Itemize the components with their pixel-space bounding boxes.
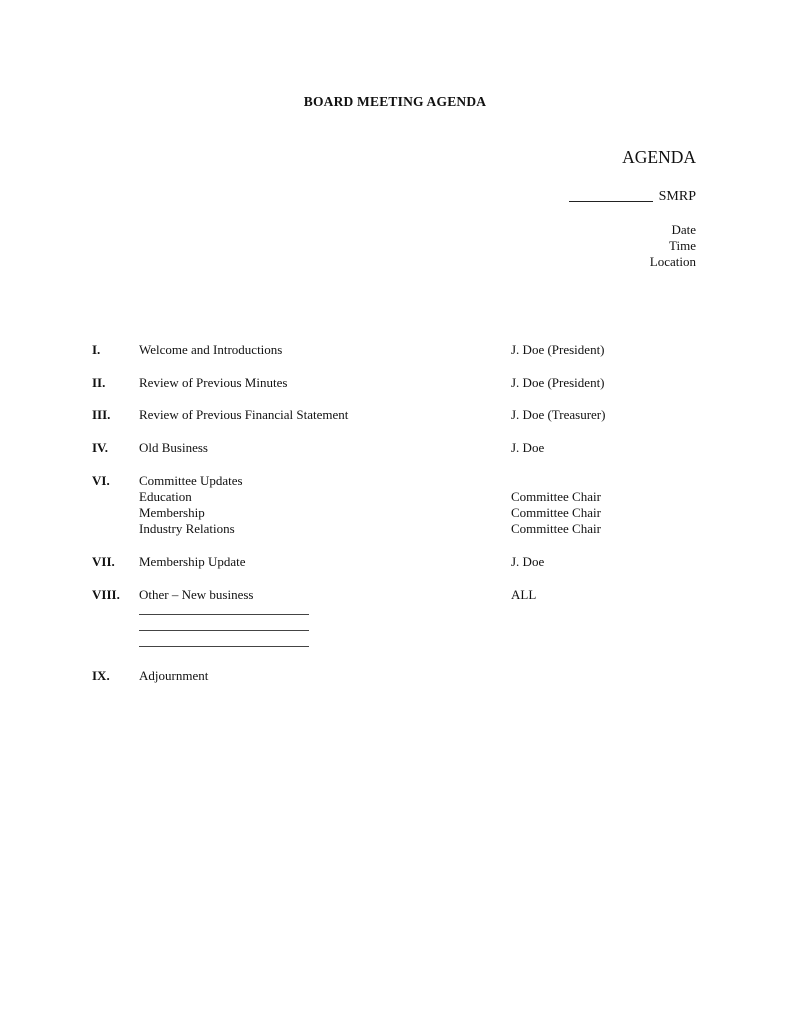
agenda-item [92, 440, 652, 456]
meeting-details [569, 222, 696, 270]
item-topic: Review of Previous Minutes [139, 374, 288, 390]
item-topic: Membership Update [139, 554, 246, 570]
item-owner: J. Doe (President) [511, 342, 605, 357]
item-numeral: VI. [92, 472, 110, 488]
item-owner [511, 473, 652, 489]
blank-write-in-line [139, 635, 652, 651]
blank-write-in-line [139, 603, 652, 619]
item-topic: Old Business [139, 440, 208, 456]
organization-line [569, 188, 696, 206]
document-title: BOARD MEETING AGENDA [303, 94, 487, 109]
item-topic: Adjournment [139, 668, 209, 684]
item-topic: Committee Updates [139, 472, 243, 488]
agenda-header-block [569, 146, 696, 270]
sub-item-topic: Education [139, 489, 192, 504]
sub-item-topic: Membership [139, 505, 205, 521]
item-topic: Other – New business [139, 586, 254, 602]
item-owner: J. Doe (President) [511, 374, 605, 390]
item-numeral: VIII. [92, 586, 120, 602]
item-numeral: IX. [92, 668, 110, 684]
agenda-item [92, 587, 652, 652]
organization-blank-line [569, 189, 653, 202]
sub-item [139, 489, 652, 505]
agenda-item [92, 668, 652, 684]
agenda-heading: AGENDA [622, 147, 696, 167]
sub-item [139, 521, 652, 537]
item-owner: ALL [511, 586, 537, 602]
agenda-item [92, 342, 652, 358]
agenda-item [92, 554, 652, 570]
item-topic: Welcome and Introductions [139, 342, 283, 357]
item-topic: Review of Previous Financial Statement [139, 407, 349, 423]
sub-item [139, 505, 652, 521]
item-numeral: VII. [92, 554, 115, 570]
agenda-item [92, 473, 652, 538]
sub-item-topic: Industry Relations [139, 521, 235, 537]
organization-name: SMRP [658, 189, 696, 204]
sub-item-owner: Committee Chair [511, 489, 601, 504]
agenda-list [92, 342, 652, 701]
item-numeral: III. [92, 407, 111, 423]
blank-write-in-line [139, 619, 652, 635]
item-owner [511, 668, 652, 684]
sub-item-owner: Committee Chair [511, 505, 601, 521]
item-owner: J. Doe (Treasurer) [511, 407, 606, 423]
date-label: Date [671, 222, 696, 237]
item-numeral: I. [92, 342, 101, 357]
agenda-item [92, 407, 652, 423]
sub-item-owner: Committee Chair [511, 521, 601, 537]
time-label: Time [669, 238, 696, 253]
agenda-item [92, 375, 652, 391]
item-numeral: IV. [92, 440, 109, 456]
item-owner: J. Doe [511, 440, 545, 456]
location-label: Location [649, 254, 696, 269]
item-numeral: II. [92, 374, 106, 390]
item-owner: J. Doe [511, 554, 545, 570]
